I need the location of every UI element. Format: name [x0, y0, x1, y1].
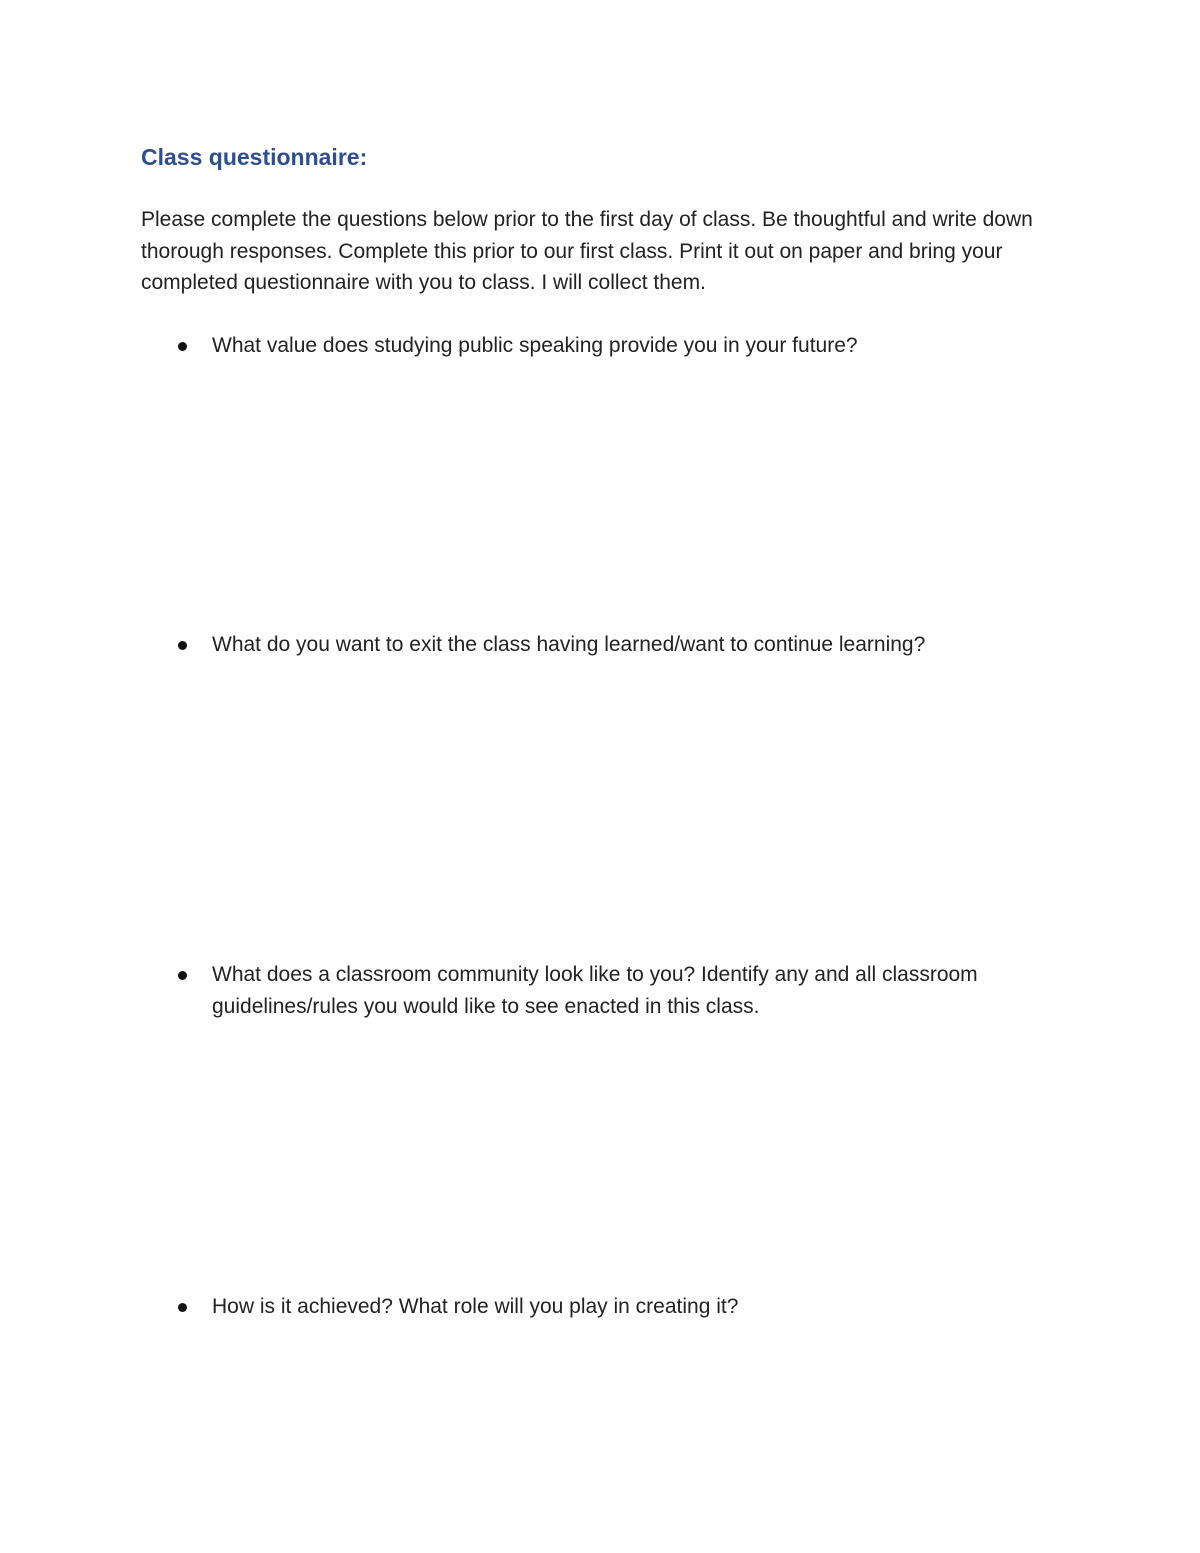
question-item [178, 1291, 1058, 1323]
question-text: What do you want to exit the class having learned/want to continue learning? [212, 633, 926, 656]
question-item [178, 959, 1058, 1022]
bullet-icon [178, 342, 187, 351]
question-item [178, 330, 1058, 362]
bullet-icon [178, 971, 187, 980]
question-text: How is it achieved? What role will you play in creating it? [212, 1295, 739, 1318]
question-item [178, 629, 1058, 661]
page-title: Class questionnaire: [141, 144, 368, 170]
bullet-icon [178, 1303, 187, 1312]
intro-paragraph: Please complete the questions below prior to the first day of class. Be thoughtful and write down thorough responses. Complete this prior to our first class. Print it out on paper and bring your completed questionnaire with you to class. I will collect them. [141, 208, 1033, 294]
question-text: What value does studying public speaking provide you in your future? [212, 334, 858, 357]
question-text: What does a classroom community look like to you? Identify any and all classroom guidelines/rules you would like to see enacted in this class. [212, 963, 978, 1018]
bullet-icon [178, 641, 187, 650]
